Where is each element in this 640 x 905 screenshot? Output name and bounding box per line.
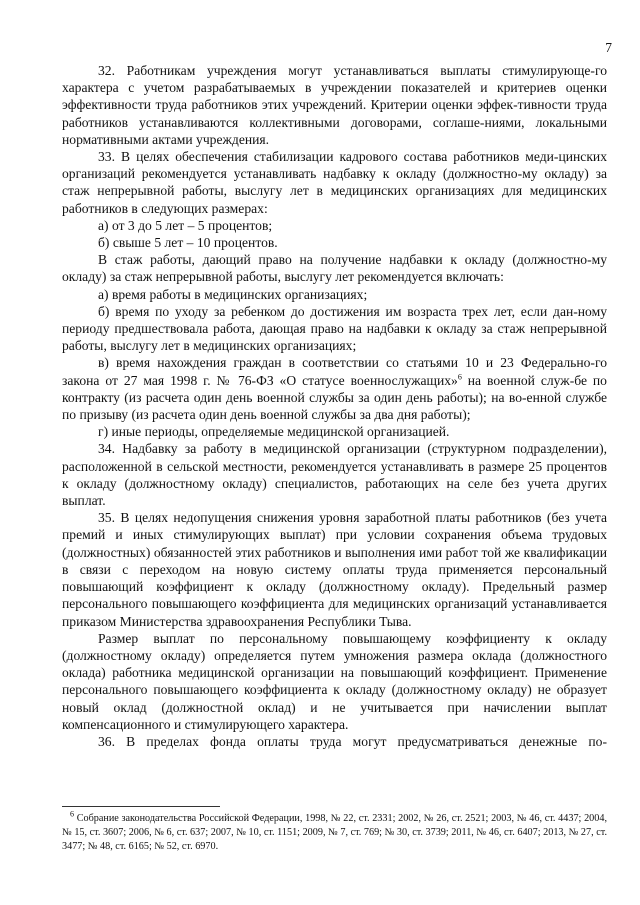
paragraph-33: 33. В целях обеспечения стабилизации кадрового состава работников меди-цинских организаций рекомендуется устанавливать надбавку к окладу (должностно-му окладу) за стаж непрерывной работы, выслугу лет в медицинских организациях для медицинских работников в следующих размерах: [62, 149, 607, 216]
footnote-divider [62, 806, 220, 807]
list-item-g-other: г) иные периоды, определяемые медицинской организацией. [98, 424, 450, 440]
page-number: 7 [605, 40, 612, 55]
list-item-v-military [62, 354, 607, 423]
footnote-text: Собрание законодательства Российской Федерации, 1998, № 22, ст. 2331; 2002, № 26, ст. 2521; 2003, № 46, ст. 4437; 2004, № 15, ст. 3607; 2006, № 6, ст. 637; 2007, № 10, ст. 1151; 2009, № 7, ст. 769; № 30, ст. 3739; 2011, № 46, ст. 6407; 2013, № 27, ст. 3477; № 48, ст. 6165; № 52, ст. 6970. [62, 813, 608, 852]
military-text-end: на военной служ-бе по контракту (из расчета один день военной службы за один день работы); на во-енной службе по призыву (из расчета один день военной службы за два дня работы); [62, 372, 607, 423]
paragraph-coefficient: Размер выплат по персональному повышающему коэффициенту к окладу (должностному окладу) определяется путем умножения размера оклада (должностного оклада) работника медицинской организации на повышающий коэффициент. Применение персонального повышающего коэффициента к окладу (должностному окладу) не образует новый оклад (должностной оклад) и не учитывается при начислении выплат компенсационного и стимулирующего характера. [62, 630, 607, 732]
document-body [62, 62, 607, 750]
list-item-a: а) от 3 до 5 лет – 5 процентов; [98, 217, 273, 233]
footnote-mark: 6 [70, 809, 74, 819]
paragraph-seniority: В стаж работы, дающий право на получение надбавки к окладу (должностно-му окладу) за стаж непрерывной работы, выслугу лет рекомендуется включать: [62, 252, 607, 285]
list-item-b: б) свыше 5 лет – 10 процентов. [98, 235, 278, 251]
list-item-b-childcare: б) время по уходу за ребенком до достижения им возраста трех лет, если дан-ному периоду предшествовала работа, дающая право на надбавки к окладу за стаж непрерывной работы, выслугу лет в медицинских организациях; [62, 303, 607, 354]
footnote-reference: 6 [457, 372, 462, 382]
military-text-start: в) время нахождения граждан в соответствии со статьями 10 и 23 Федерально-го закона от 27 мая 1998 г. № 76-ФЗ «О статусе военнослужащих» [62, 355, 607, 388]
footnote [62, 809, 608, 854]
list-item-a-work: а) время работы в медицинских организациях; [98, 286, 368, 302]
paragraph-36: 36. В пределах фонда оплаты труда могут предусматриваться денежные по- [98, 733, 607, 749]
paragraph-32: 32. Работникам учреждения могут устанавливаться выплаты стимулирующе-го характера с учетом разрабатываемых в учреждении показателей и критериев оценки эффективности труда работников этих учреждений. Критерии оценки эффек-тивности труда работников устанавливаются коллективными договорами, соглаше-ниями, локальными нормативными актами учреждения. [62, 63, 607, 147]
paragraph-35: 35. В целях недопущения снижения уровня заработной платы работников (без учета премий и иных стимулирующих выплат) при условии сохранения объема трудовых (должностных) обязанностей этих работников и выполнения ими работ той же квалификации в связи с переходом на новую систему оплаты труда применяется персональный повышающий коэффициент к окладу (должностному окладу). Предельный размер персонального повышающего коэффициента для медицинских организаций устанавливается приказом Министерства здравоохранения Республики Тыва. [62, 510, 607, 629]
paragraph-34: 34. Надбавку за работу в медицинской организации (структурном подразделении), расположенной в сельской местности, рекомендуется устанавливать в размере 25 процентов к окладу (должностному окладу) специалистов, работающих на селе без учета других выплат. [62, 441, 607, 509]
